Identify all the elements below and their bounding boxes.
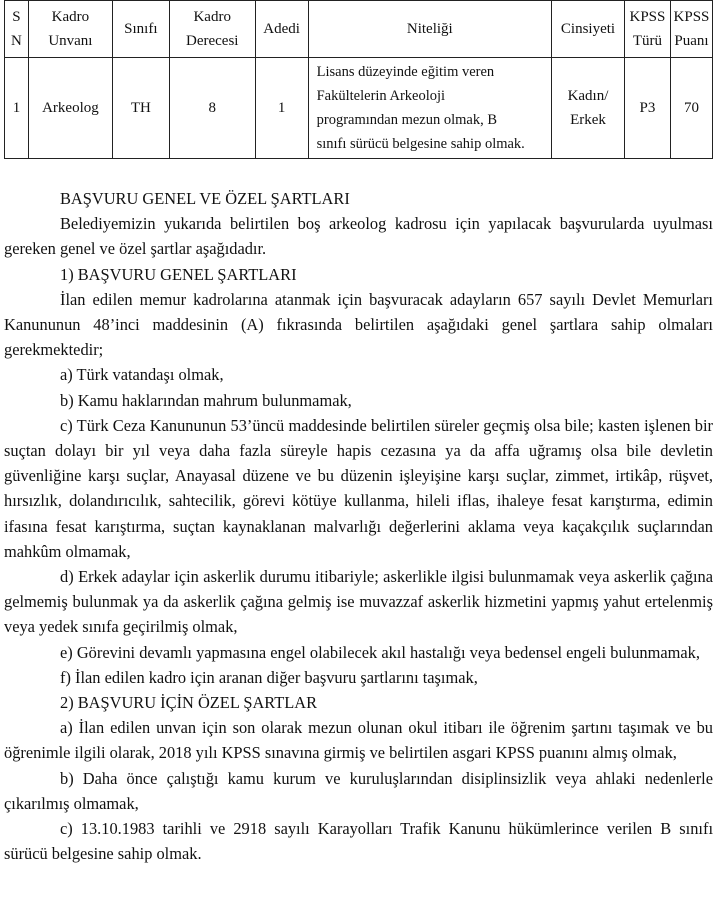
cell-sn: 1 (5, 58, 29, 159)
general-heading: 1) BAŞVURU GENEL ŞARTLARI (60, 264, 297, 284)
special-item-c: c) 13.10.1983 tarihli ve 2918 sayılı Karayolları Trafik Kanunu hükümlerince verilen B sınıfı sürücü belgesine sahip olmak. (4, 819, 713, 864)
header-cinsiyeti: Cinsiyeti (552, 1, 625, 58)
special-item-a: a) İlan edilen unvan için son olarak mezun olunan okul itibarı ile öğrenim şartını taşımak ve bu öğrenimle ilgili olarak, 2018 yılı KPSS sınavına girmiş ve belirtilen asgari KPSS puanını almış olmak, (4, 718, 713, 763)
cell-adet: 1 (255, 58, 308, 159)
header-kadro-derecesi: Kadro Derecesi (169, 1, 255, 58)
general-intro-paragraph: İlan edilen memur kadrolarına atanmak için başvuracak adayların 657 sayılı Devlet Memurları Kanununun 48’inci maddesinin (A) fıkrasında belirtilen aşağıdaki genel şartlara sahip olmaları gerekmektedir; (4, 289, 713, 360)
header-adedi: Adedi (255, 1, 308, 58)
table-row (5, 58, 713, 159)
kadro-table (4, 0, 713, 159)
special-item-b: b) Daha önce çalıştığı kamu kurum ve kuruluşlarından disiplinsizlik veya ahlaki nedenlerle çıkarılmış olmamak, (4, 768, 713, 813)
general-item-a: a) Türk vatandaşı olmak, (60, 365, 224, 385)
table-header-row (5, 1, 713, 58)
general-item-c: c) Türk Ceza Kanununun 53’üncü maddesinde belirtilen süreler geçmiş olsa bile; kasten işlenen bir suçtan dolayı bir yıl veya daha fazla süreyle hapis cezasına ya da affa uğramış olsa bile devletin güvenliğine karşı suçlar, Anayasal düzene ve bu düzenin işleyişine karşı suçlar, zimmet, irtikâp, rüşvet, hırsızlık, dolandırıcılık, sahtecilik, görevi kötüye kullanma, hileli iflas, ihaleye fesat karıştırma, edimin ifasına fesat karıştırma, suçtan kaynaklanan malvarlığı değerlerini aklama veya kaçakçılık suçlarından mahkûm olmamak, (4, 415, 713, 561)
cell-cinsiyet: Kadın/ Erkek (552, 58, 625, 159)
cell-sinif: TH (112, 58, 169, 159)
header-kadro-unvani: Kadro Unvanı (28, 1, 112, 58)
general-item-b: b) Kamu haklarından mahrum bulunmamak, (60, 390, 352, 410)
cell-nitelik: Lisans düzeyinde eğitim veren Fakültelerin Arkeoloji programından mezun olmak, B sınıfı sürücü belgesine sahip olmak. (308, 58, 551, 159)
header-sinifi: Sınıfı (112, 1, 169, 58)
cell-kpss-puani: 70 (670, 58, 712, 159)
cell-derece: 8 (169, 58, 255, 159)
special-heading: 2) BAŞVURU İÇİN ÖZEL ŞARTLAR (60, 693, 318, 713)
header-kpss-turu: KPSS Türü (624, 1, 670, 58)
cell-kpss-turu: P3 (624, 58, 670, 159)
header-kpss-puani: KPSS Puanı (670, 1, 712, 58)
header-sn: S N (5, 1, 29, 58)
cell-unvan: Arkeolog (28, 58, 112, 159)
intro-paragraph: Belediyemizin yukarıda belirtilen boş arkeolog kadrosu için yapılacak başvurularda uyulması gereken genel ve özel şartlar aşağıdadır. (4, 214, 713, 259)
document-body (4, 186, 713, 866)
document-title: BAŞVURU GENEL VE ÖZEL ŞARTLARI (60, 189, 350, 208)
general-item-f: f) İlan edilen kadro için aranan diğer başvuru şartlarını taşımak, (60, 667, 478, 687)
header-niteligi: Niteliği (308, 1, 551, 58)
general-item-e: e) Görevini devamlı yapmasına engel olabilecek akıl hastalığı veya bedensel engeli bulunmamak, (60, 642, 700, 662)
general-item-d: d) Erkek adaylar için askerlik durumu itibariyle; askerlikle ilgisi bulunmamak veya askerlik çağına gelmemiş bulunmak ya da askerlik çağına gelmiş ise muvazzaf askerlik hizmetini yapmış yahut ertelenmiş veya yedek sınıfa geçirilmiş olmak, (4, 567, 713, 637)
